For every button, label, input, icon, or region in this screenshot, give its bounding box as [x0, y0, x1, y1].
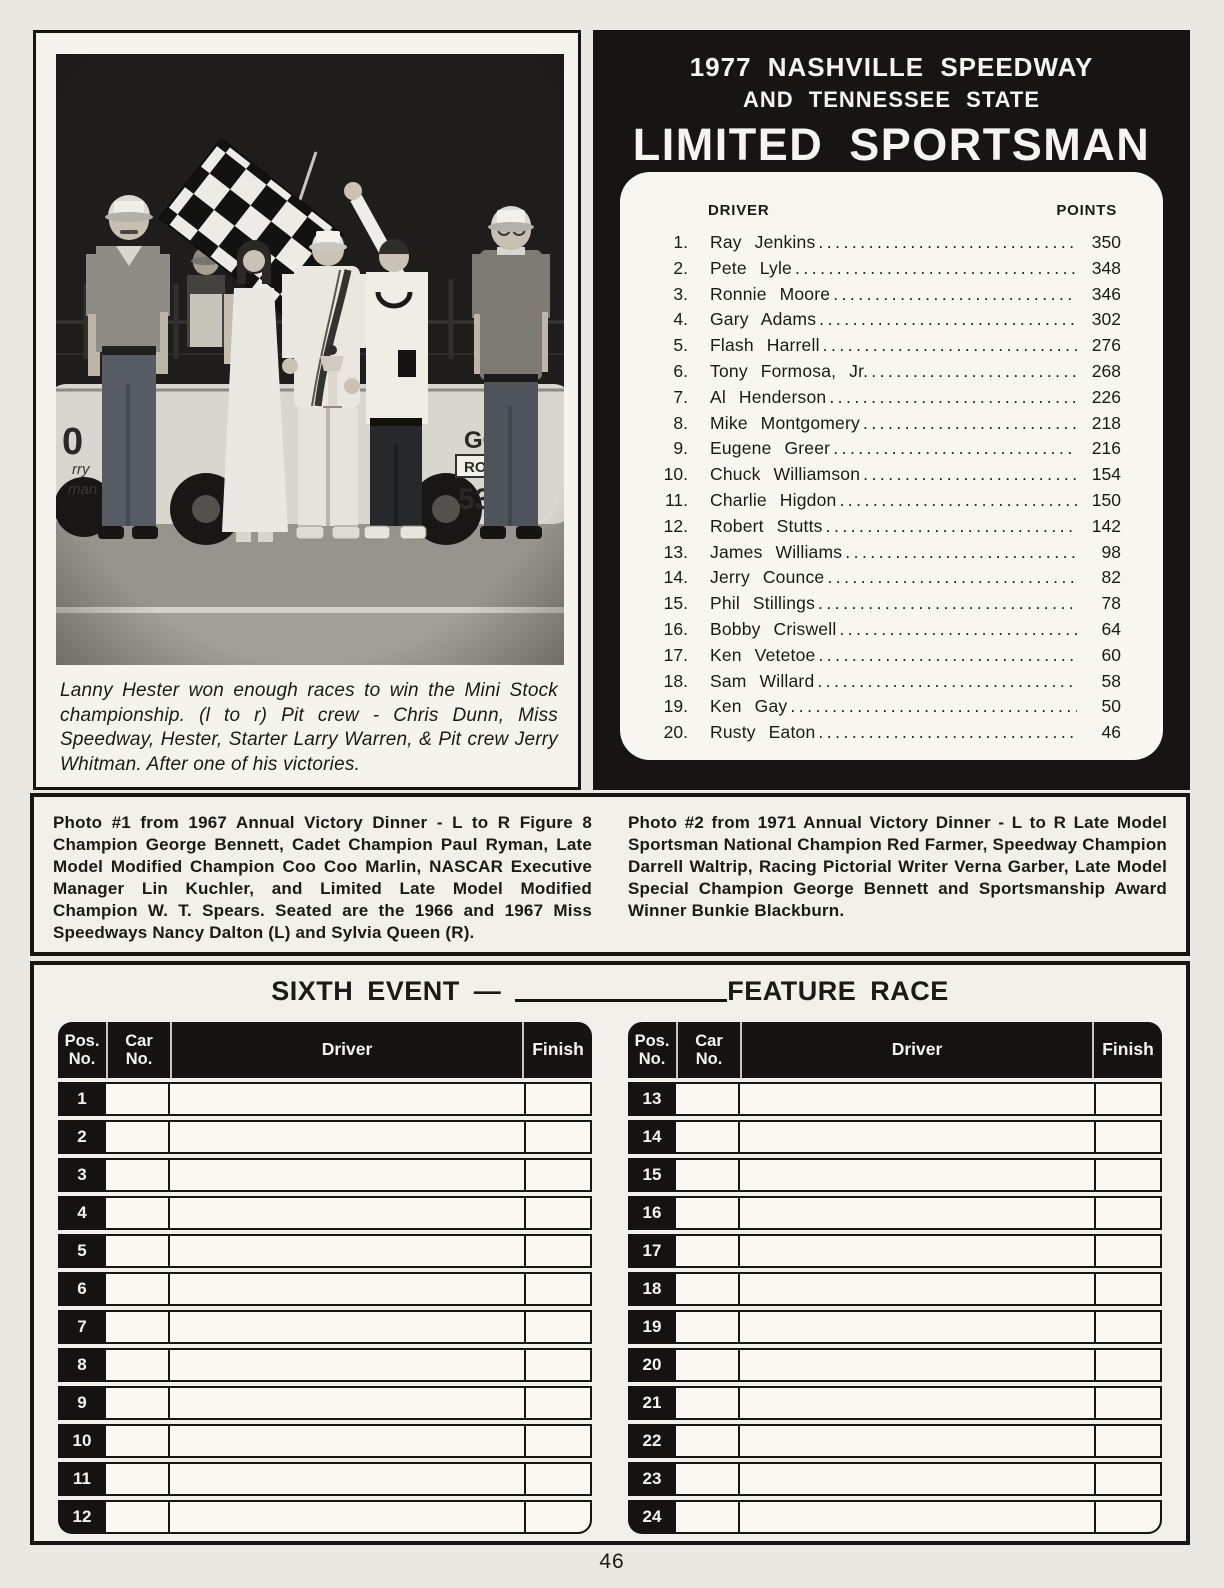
driver-cell	[168, 1500, 524, 1534]
driver-cell	[168, 1462, 524, 1496]
dot-leader	[842, 542, 1077, 563]
standings-points: 218	[1091, 412, 1121, 433]
standings-row	[648, 567, 1121, 593]
standings-driver-name: Sam Willard	[710, 670, 815, 691]
score-row	[628, 1196, 1162, 1230]
score-row	[58, 1348, 592, 1382]
position-number: 5	[58, 1234, 106, 1268]
finish-cell	[524, 1120, 592, 1154]
standings-rank: 6.	[673, 360, 688, 381]
event-title-right: FEATURE RACE	[727, 976, 949, 1006]
score-row	[58, 1500, 592, 1534]
score-row	[58, 1082, 592, 1116]
standings-title-line2: AND TENNESSEE STATE	[743, 87, 1040, 112]
standings-points: 226	[1091, 386, 1121, 407]
dot-leader	[792, 258, 1077, 279]
victory-lane-photo	[56, 54, 564, 665]
car-number-cell	[106, 1158, 168, 1192]
car-number-cell	[106, 1082, 168, 1116]
dot-leader	[815, 645, 1077, 666]
standings-rank: 16.	[663, 618, 688, 639]
standings-row	[648, 490, 1121, 516]
col-header-finish: Finish	[522, 1022, 592, 1078]
column-header-points: POINTS	[1056, 202, 1117, 219]
score-row	[628, 1272, 1162, 1306]
score-row	[58, 1424, 592, 1458]
standings-rank: 13.	[663, 541, 688, 562]
finish-cell	[1094, 1196, 1162, 1230]
finish-cell	[1094, 1424, 1162, 1458]
position-number: 20	[628, 1348, 676, 1382]
standings-row	[648, 619, 1121, 645]
standings-rank: 19.	[663, 696, 688, 717]
score-table-body	[628, 1082, 1162, 1534]
dot-leader	[815, 593, 1077, 614]
car-number-cell	[676, 1234, 738, 1268]
standings-list-box	[620, 172, 1163, 760]
position-number: 16	[628, 1196, 676, 1230]
position-number: 15	[628, 1158, 676, 1192]
standings-driver-name: Chuck Williamson	[710, 464, 861, 485]
score-row	[628, 1082, 1162, 1116]
car-number-cell	[676, 1310, 738, 1344]
score-tables	[34, 1007, 1186, 1534]
score-row	[58, 1386, 592, 1420]
car-number-cell	[676, 1272, 738, 1306]
car-number-cell	[106, 1424, 168, 1458]
dot-leader	[826, 387, 1077, 408]
finish-cell	[524, 1348, 592, 1382]
finish-cell	[1094, 1310, 1162, 1344]
standings-row	[648, 387, 1121, 413]
car-number-cell	[106, 1462, 168, 1496]
standings-driver-name: Ronnie Moore	[710, 283, 831, 304]
finish-cell	[1094, 1082, 1162, 1116]
position-number: 3	[58, 1158, 106, 1192]
standings-points: 150	[1091, 489, 1121, 510]
standings-driver-name: Ken Vetetoe	[710, 644, 816, 665]
driver-cell	[738, 1234, 1094, 1268]
dot-leader	[815, 722, 1077, 743]
standings-points: 58	[1101, 670, 1121, 691]
score-table-right	[628, 1022, 1162, 1534]
position-number: 9	[58, 1386, 106, 1420]
standings-points: 64	[1101, 618, 1121, 639]
driver-cell	[738, 1310, 1094, 1344]
standings-rank: 1.	[673, 232, 688, 252]
standings-rank: 12.	[663, 515, 688, 536]
standings-points: 98	[1101, 541, 1121, 562]
car-number-cell	[676, 1196, 738, 1230]
photo-vignette	[56, 54, 564, 665]
standings-rank: 8.	[673, 412, 688, 433]
position-number: 21	[628, 1386, 676, 1420]
score-row	[628, 1424, 1162, 1458]
car-number-cell	[106, 1272, 168, 1306]
standings-row	[648, 232, 1121, 258]
score-row	[58, 1196, 592, 1230]
dot-leader	[836, 619, 1077, 640]
dot-leader	[860, 413, 1077, 434]
photo1-caption: Photo #1 from 1967 Annual Victory Dinner - L to R Figure 8 Champion George Bennett, Cadet Champion Paul Ryman, Late Model Modified Champion Coo Coo Marlin, NASCAR Executive Manager Lin Kuchler, and Limited Late Model Modified Champion W. T. Spears. Seated are the 1966 and 1967 Miss Speedways Nancy Dalton (L) and Sylvia Queen (R).	[53, 813, 592, 943]
position-number: 24	[628, 1500, 676, 1534]
standings-row	[648, 361, 1121, 387]
position-number: 22	[628, 1424, 676, 1458]
dot-leader	[830, 284, 1077, 305]
standings-title-line3: LIMITED SPORTSMAN	[632, 119, 1151, 170]
car-number-cell	[106, 1386, 168, 1420]
position-number: 13	[628, 1082, 676, 1116]
standings-row	[648, 464, 1121, 490]
driver-cell	[168, 1082, 524, 1116]
standings-row	[648, 593, 1121, 619]
dot-leader	[860, 464, 1077, 485]
car-number-cell	[106, 1310, 168, 1344]
standings-points: 216	[1091, 438, 1121, 459]
standings-rank: 5.	[673, 335, 688, 356]
standings-driver-name: Rusty Eaton	[710, 722, 816, 743]
driver-cell	[168, 1310, 524, 1344]
dot-leader	[823, 516, 1077, 537]
standings-list	[620, 219, 1163, 748]
standings-points: 46	[1101, 722, 1121, 743]
position-number: 19	[628, 1310, 676, 1344]
car-number-cell	[676, 1462, 738, 1496]
standings-rank: 10.	[663, 464, 688, 485]
event-title	[34, 976, 1186, 1007]
dot-leader	[816, 309, 1077, 330]
standings-driver-name: Tony Formosa, Jr.	[710, 360, 869, 381]
standings-panel	[593, 30, 1190, 790]
score-row	[58, 1462, 592, 1496]
finish-cell	[1094, 1500, 1162, 1534]
driver-cell	[738, 1120, 1094, 1154]
driver-cell	[738, 1386, 1094, 1420]
score-row	[58, 1272, 592, 1306]
driver-cell	[168, 1386, 524, 1420]
position-number: 11	[58, 1462, 106, 1496]
standings-points: 346	[1091, 283, 1121, 304]
standings-points: 268	[1091, 360, 1121, 381]
score-table-header	[628, 1022, 1162, 1078]
score-row	[628, 1462, 1162, 1496]
standings-row	[648, 542, 1121, 568]
driver-cell	[168, 1424, 524, 1458]
finish-cell	[1094, 1234, 1162, 1268]
position-number: 8	[58, 1348, 106, 1382]
finish-cell	[524, 1082, 592, 1116]
standings-rank: 18.	[663, 670, 688, 691]
standings-row	[648, 335, 1121, 361]
standings-points: 142	[1091, 515, 1121, 536]
finish-cell	[1094, 1158, 1162, 1192]
driver-cell	[738, 1158, 1094, 1192]
score-table-body	[58, 1082, 592, 1534]
finish-cell	[524, 1234, 592, 1268]
event-name-blank	[515, 999, 727, 1002]
dot-leader	[868, 361, 1077, 382]
standings-row	[648, 309, 1121, 335]
finish-cell	[1094, 1462, 1162, 1496]
feature-race-box	[30, 961, 1190, 1545]
position-number: 7	[58, 1310, 106, 1344]
standings-driver-name: Pete Lyle	[710, 257, 792, 278]
position-number: 1	[58, 1082, 106, 1116]
driver-cell	[738, 1462, 1094, 1496]
standings-rank: 9.	[673, 438, 688, 459]
standings-points: 78	[1101, 593, 1121, 614]
standings-rank: 3.	[673, 283, 688, 304]
standings-driver-name: James Williams	[710, 541, 843, 562]
photo-caption: Lanny Hester won enough races to win the Mini Stock championship. (l to r) Pit crew - Chris Dunn, Miss Speedway, Hester, Starter Larry Warren, & Pit crew Jerry Whitman. After one of his victories.	[60, 680, 558, 776]
dot-leader	[814, 671, 1077, 692]
standings-rank: 2.	[673, 257, 688, 278]
standings-points: 302	[1091, 309, 1121, 330]
driver-cell	[168, 1158, 524, 1192]
car-number-cell	[676, 1348, 738, 1382]
standings-rank: 15.	[663, 593, 688, 614]
standings-driver-name: Robert Stutts	[710, 515, 823, 536]
standings-points: 348	[1091, 257, 1121, 278]
car-number-cell	[676, 1082, 738, 1116]
standings-rank: 14.	[663, 567, 688, 588]
driver-cell	[168, 1120, 524, 1154]
standings-points: 82	[1101, 567, 1121, 588]
position-number: 4	[58, 1196, 106, 1230]
score-row	[628, 1386, 1162, 1420]
finish-cell	[524, 1500, 592, 1534]
standings-row	[648, 696, 1121, 722]
standings-points: 60	[1101, 644, 1121, 665]
driver-cell	[168, 1234, 524, 1268]
dot-leader	[836, 490, 1077, 511]
finish-cell	[1094, 1386, 1162, 1420]
victory-photo-panel	[33, 30, 581, 790]
victory-lane-photo-art	[56, 54, 564, 665]
score-row	[628, 1234, 1162, 1268]
car-number-cell	[676, 1500, 738, 1534]
position-number: 23	[628, 1462, 676, 1496]
score-row	[628, 1500, 1162, 1534]
position-number: 10	[58, 1424, 106, 1458]
car-number-cell	[106, 1196, 168, 1230]
standings-driver-name: Bobby Criswell	[710, 618, 837, 639]
position-number: 14	[628, 1120, 676, 1154]
standings-row	[648, 438, 1121, 464]
position-number: 6	[58, 1272, 106, 1306]
finish-cell	[524, 1386, 592, 1420]
standings-row	[648, 645, 1121, 671]
position-number: 12	[58, 1500, 106, 1534]
standings-points: 276	[1091, 335, 1121, 356]
car-number-cell	[676, 1386, 738, 1420]
dot-leader	[820, 335, 1077, 356]
score-row	[628, 1348, 1162, 1382]
standings-driver-name: Eugene Greer	[710, 438, 831, 459]
standings-row	[648, 284, 1121, 310]
standings-row	[648, 413, 1121, 439]
score-row	[58, 1120, 592, 1154]
car-number-cell	[106, 1234, 168, 1268]
photo2-caption: Photo #2 from 1971 Annual Victory Dinner - L to R Late Model Sportsman National Champion Red Farmer, Speedway Champion Darrell Waltrip, Racing Pictorial Writer Verna Garber, Late Model Special Champion George Bennett and Sportsmanship Award Winner Bunkie Blackburn.	[628, 813, 1167, 921]
position-number: 18	[628, 1272, 676, 1306]
driver-cell	[738, 1424, 1094, 1458]
standings-driver-name: Al Henderson	[710, 386, 827, 407]
score-row	[58, 1310, 592, 1344]
score-row	[628, 1310, 1162, 1344]
score-row	[628, 1158, 1162, 1192]
dot-leader	[815, 232, 1077, 253]
car-number-cell	[676, 1424, 738, 1458]
driver-cell	[168, 1348, 524, 1382]
driver-cell	[738, 1500, 1094, 1534]
car-number-cell	[106, 1348, 168, 1382]
dot-leader	[830, 438, 1077, 459]
column-header-driver: DRIVER	[708, 202, 770, 219]
page-number: 46	[599, 1550, 625, 1573]
standings-rank: 7.	[673, 386, 688, 407]
col-header-car: Car No.	[106, 1022, 170, 1078]
standings-driver-name: Ken Gay	[710, 696, 788, 717]
driver-cell	[738, 1196, 1094, 1230]
standings-rank: 11.	[664, 489, 688, 510]
standings-points: 154	[1091, 464, 1121, 485]
finish-cell	[524, 1272, 592, 1306]
car-number-cell	[106, 1500, 168, 1534]
car-number-cell	[106, 1120, 168, 1154]
standings-driver-name: Flash Harrell	[710, 335, 820, 356]
standings-column-headers	[620, 172, 1163, 219]
car-number-cell	[676, 1158, 738, 1192]
standings-row	[648, 722, 1121, 748]
standings-driver-name: Charlie Higdon	[710, 489, 837, 510]
car-number-cell	[676, 1120, 738, 1154]
col-header-pos: Pos. No.	[634, 1031, 670, 1068]
score-row	[58, 1158, 592, 1192]
standings-driver-name: Phil Stillings	[710, 593, 816, 614]
dot-leader	[824, 567, 1077, 588]
finish-cell	[524, 1424, 592, 1458]
standings-rank: 4.	[673, 309, 688, 330]
standings-driver-name: Gary Adams	[710, 309, 817, 330]
driver-cell	[168, 1272, 524, 1306]
standings-driver-name: Mike Montgomery	[710, 412, 860, 433]
score-table-header	[58, 1022, 592, 1078]
driver-cell	[738, 1348, 1094, 1382]
driver-cell	[738, 1272, 1094, 1306]
finish-cell	[524, 1310, 592, 1344]
standings-title-line1: 1977 NASHVILLE SPEEDWAY	[689, 52, 1094, 82]
col-header-driver: Driver	[740, 1022, 1092, 1078]
finish-cell	[1094, 1348, 1162, 1382]
score-row	[628, 1120, 1162, 1154]
standings-rank: 17.	[663, 644, 688, 665]
photo-captions-box	[30, 793, 1190, 956]
finish-cell	[524, 1462, 592, 1496]
dot-leader	[787, 696, 1077, 717]
standings-row	[648, 258, 1121, 284]
col-header-driver: Driver	[170, 1022, 522, 1078]
standings-points: 350	[1091, 232, 1121, 252]
standings-row	[648, 516, 1121, 542]
position-number: 2	[58, 1120, 106, 1154]
finish-cell	[1094, 1272, 1162, 1306]
standings-driver-name: Jerry Counce	[710, 567, 825, 588]
finish-cell	[524, 1158, 592, 1192]
score-table-left	[58, 1022, 592, 1534]
position-number: 17	[628, 1234, 676, 1268]
driver-cell	[168, 1196, 524, 1230]
standings-driver-name: Ray Jenkins	[710, 232, 816, 252]
driver-cell	[738, 1082, 1094, 1116]
col-header-finish: Finish	[1092, 1022, 1162, 1078]
col-header-pos: Pos. No.	[64, 1031, 100, 1068]
col-header-car: Car No.	[676, 1022, 740, 1078]
event-title-left: SIXTH EVENT —	[271, 976, 502, 1006]
standings-rank: 20.	[663, 722, 688, 743]
standings-row	[648, 671, 1121, 697]
finish-cell	[524, 1196, 592, 1230]
finish-cell	[1094, 1120, 1162, 1154]
score-row	[58, 1234, 592, 1268]
standings-points: 50	[1101, 696, 1121, 717]
